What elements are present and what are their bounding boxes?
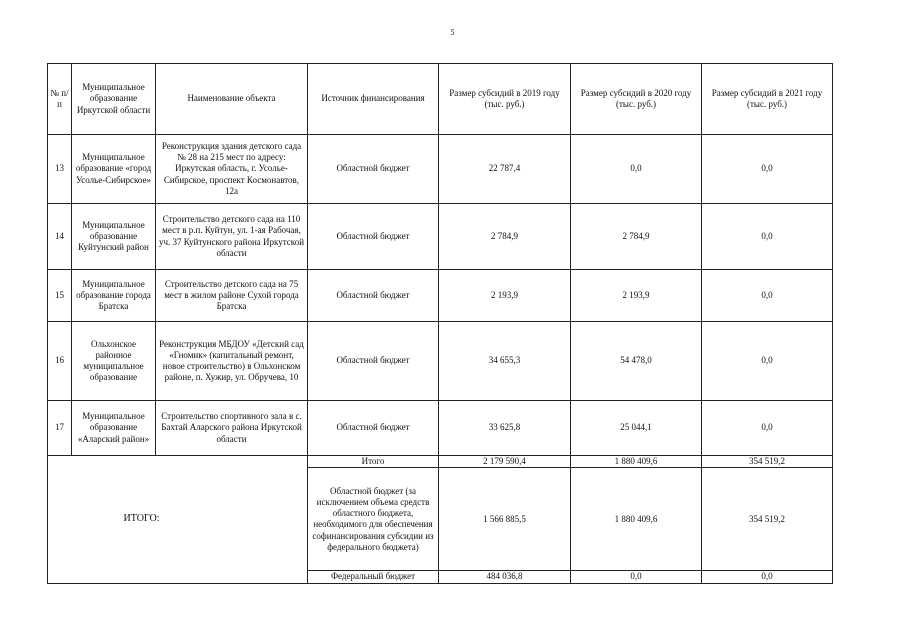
federal-value-2020: 0,0	[571, 571, 702, 583]
row-object: Строительство детского сада на 75 мест в жилом районе Сухой города Братска	[156, 270, 308, 322]
regional-value-2021: 354 519,2	[702, 468, 833, 571]
row-value-2021: 0,0	[702, 270, 833, 322]
header-year-2021: Размер субсидий в 2021 году (тыс. руб.)	[702, 64, 833, 135]
totals-value-2021: 354 519,2	[702, 456, 833, 468]
totals-value-2020: 1 880 409,6	[571, 456, 702, 468]
row-value-2019: 2 193,9	[439, 270, 571, 322]
row-source: Областной бюджет	[308, 135, 439, 204]
federal-value-2019: 484 036,8	[439, 571, 571, 583]
row-value-2021: 0,0	[702, 135, 833, 204]
row-source: Областной бюджет	[308, 204, 439, 270]
federal-source: Федеральный бюджет	[308, 571, 439, 583]
row-municipality: Муниципальное образование «Аларский район»	[72, 401, 156, 456]
totals-value-2019: 2 179 590,4	[439, 456, 571, 468]
row-value-2020: 2 193,9	[571, 270, 702, 322]
row-num: 16	[48, 322, 72, 401]
row-municipality: Муниципальное образование Куйтунский район	[72, 204, 156, 270]
header-source: Источник финансирования	[308, 64, 439, 135]
row-object: Строительство детского сада на 110 мест в р.п. Куйтун, ул. 1-ая Рабочая, уч. 37 Куйтунского района Иркутской области	[156, 204, 308, 270]
subsidy-table	[47, 63, 833, 584]
row-num: 15	[48, 270, 72, 322]
table-row	[48, 270, 833, 322]
row-source: Областной бюджет	[308, 322, 439, 401]
regional-value-2020: 1 880 409,6	[571, 468, 702, 571]
totals-label: ИТОГО:	[123, 513, 160, 524]
row-source: Областной бюджет	[308, 270, 439, 322]
row-value-2021: 0,0	[702, 322, 833, 401]
row-value-2020: 25 044,1	[571, 401, 702, 456]
header-year-2020: Размер субсидий в 2020 году (тыс. руб.)	[571, 64, 702, 135]
row-value-2019: 2 784,9	[439, 204, 571, 270]
header-year-2019: Размер субсидий в 2019 году (тыс. руб.)	[439, 64, 571, 135]
regional-value-2019: 1 566 885,5	[439, 468, 571, 571]
totals-source: Итого	[308, 456, 439, 468]
row-municipality: Муниципальное образование города Братска	[72, 270, 156, 322]
totals-row	[48, 456, 833, 468]
row-num: 17	[48, 401, 72, 456]
row-value-2020: 0,0	[571, 135, 702, 204]
row-value-2019: 34 655,3	[439, 322, 571, 401]
table-row	[48, 204, 833, 270]
page-number: 5	[450, 28, 455, 37]
row-value-2021: 0,0	[702, 401, 833, 456]
row-object: Строительство спортивного зала в с. Бахтай Аларского района Иркутской области	[156, 401, 308, 456]
federal-value-2021: 0,0	[702, 571, 833, 583]
table-row	[48, 401, 833, 456]
row-value-2021: 0,0	[702, 204, 833, 270]
row-object: Реконструкция МБДОУ «Детский сад «Гномик» (капитальный ремонт, новое строительство) в Ольхонском районе, п. Хужир, ул. Обручева, 10	[156, 322, 308, 401]
row-value-2019: 33 625,8	[439, 401, 571, 456]
row-object: Реконструкция здания детского сада № 28 на 215 мест по адресу: Иркутская область, г. Усолье-Сибирское, проспект Космонавтов, 12а	[156, 135, 308, 204]
row-value-2020: 2 784,9	[571, 204, 702, 270]
header-municipality: Муниципальное образование Иркутской области	[72, 64, 156, 135]
table-row	[48, 322, 833, 401]
row-num: 13	[48, 135, 72, 204]
totals-label-cell	[48, 456, 308, 584]
row-value-2020: 54 478,0	[571, 322, 702, 401]
header-row	[48, 64, 833, 135]
table-row	[48, 135, 833, 204]
row-value-2019: 22 787,4	[439, 135, 571, 204]
regional-source: Областной бюджет (за исключением объема средств областного бюджета, необходимого для обеспечения софинансирования субсидии из федерального бюджета)	[308, 468, 439, 571]
row-municipality: Муниципальное образование «город Усолье-Сибирское»	[72, 135, 156, 204]
header-num: № п/п	[48, 64, 72, 135]
row-municipality: Ольхонское районное муниципальное образование	[72, 322, 156, 401]
row-source: Областной бюджет	[308, 401, 439, 456]
row-num: 14	[48, 204, 72, 270]
header-object: Наименование объекта	[156, 64, 308, 135]
